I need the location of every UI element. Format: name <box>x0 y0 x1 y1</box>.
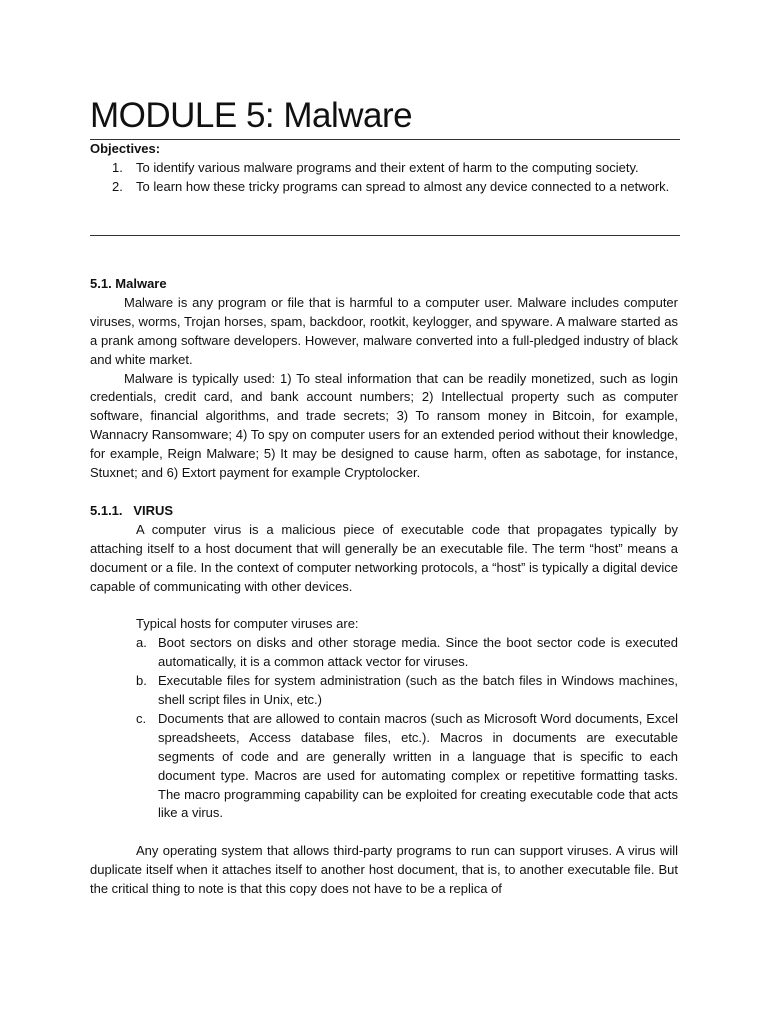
hosts-list <box>90 634 678 823</box>
list-text: Documents that are allowed to contain macros (such as Microsoft Word documents, Excel spreadsheets, Access database files, etc.). Macros in documents are executable segments of code and are generally written in a language that is specific to each document type. Macros are used for automating complex or repetitive formatting tasks. The macro programming capability can be exploited for creating executable code that acts like a virus. <box>158 710 678 821</box>
section-5-1 <box>90 275 678 483</box>
section-heading: 5.1.1. VIRUS <box>90 503 174 518</box>
objective-text: To learn how these tricky programs can spread to almost any device connected to a network. <box>136 178 670 194</box>
list-item <box>90 634 678 672</box>
list-text: Executable files for system administration (such as the batch files in Windows machines, shell script files in Unix, etc.) <box>158 673 678 708</box>
section-5-1-1 <box>90 502 678 899</box>
objectives-divider <box>90 235 680 236</box>
objective-number: 1. <box>112 159 123 175</box>
list-item <box>90 672 678 710</box>
objectives-list <box>90 159 678 197</box>
page-title: MODULE 5: Malware <box>90 96 413 135</box>
paragraph: Malware is any program or file that is harmful to a computer user. Malware includes computer viruses, worms, Trojan horses, spam, backdoor, rootkit, keylogger, and spyware. A malware started as a prank among software developers. However, malware converted into a full-pledged industry of black and white market. <box>90 294 678 367</box>
list-item <box>90 710 678 823</box>
objective-item <box>90 178 678 197</box>
objectives-block <box>90 140 678 197</box>
objectives-heading: Objectives: <box>90 141 161 156</box>
paragraph: A computer virus is a malicious piece of executable code that propagates typically by attaching itself to a host document that will generally be an executable file. The term “host” means a document or a file. In the context of computer networking protocols, a “host” is typically a digital device capable of communicating with other devices. <box>90 521 678 594</box>
list-letter: a. <box>136 635 147 651</box>
list-text: Boot sectors on disks and other storage media. Since the boot sector code is executed automatically, it is a common attack vector for viruses. <box>158 635 678 670</box>
objective-text: To identify various malware programs and their extent of harm to the computing society. <box>136 159 639 175</box>
list-letter: c. <box>136 710 147 726</box>
paragraph: Malware is typically used: 1) To steal information that can be readily monetized, such as login credentials, credit card, and bank account numbers; 2) Intellectual property such as computer software, financial algorithms, and trade secrets; 3) To ransom money in Bitcoin, for example, Wannacry Ransomware; 4) To spy on computer users for an extended period without their knowledge, for example, Reign Malware; 5) It may be designed to cause harm, often as sabotage, for instance, Stuxnet; and 6) Extort payment for example Cryptolocker. <box>90 370 678 481</box>
objective-number: 2. <box>112 178 123 194</box>
objective-item <box>90 159 678 178</box>
section-heading: 5.1. Malware <box>90 276 167 291</box>
list-letter: b. <box>136 673 147 689</box>
paragraph: Any operating system that allows third-party programs to run can support viruses. A virus will duplicate itself when it attaches itself to another host document, that is, to another executable file. But the critical thing to note is that this copy does not have to be a replica of <box>90 843 678 897</box>
hosts-intro: Typical hosts for computer viruses are: <box>136 616 359 632</box>
